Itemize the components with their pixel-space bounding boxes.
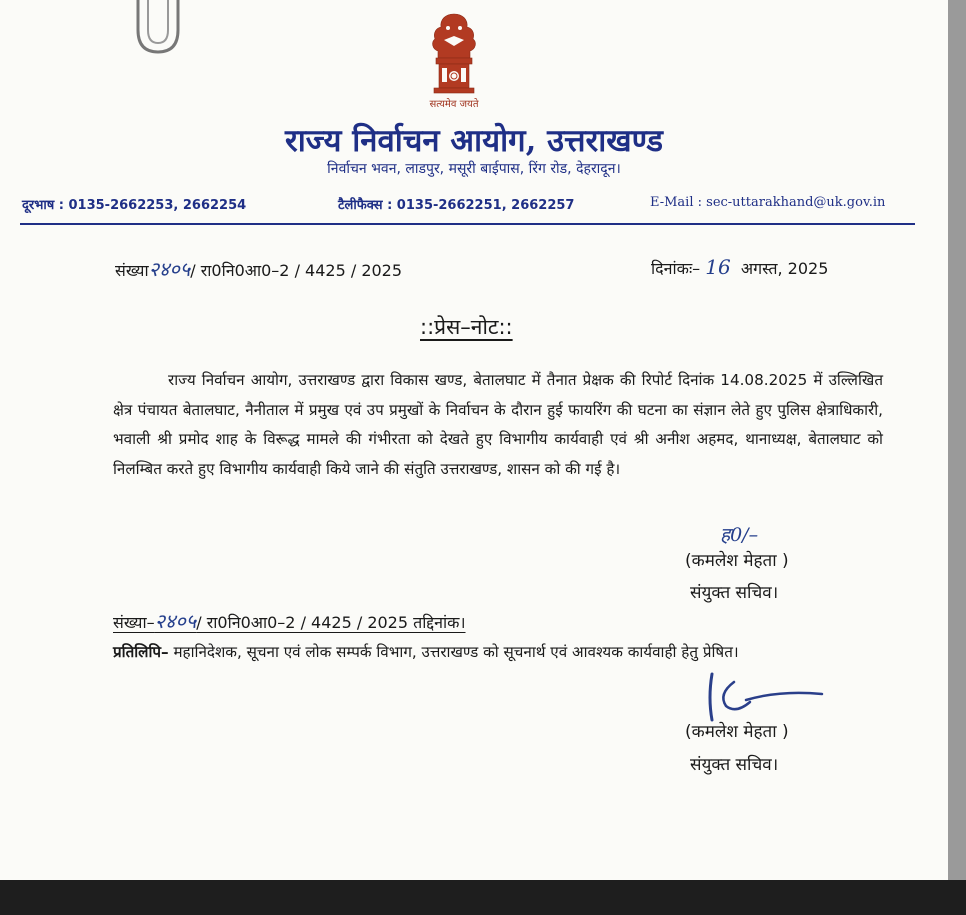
email-address: E-Mail : sec-uttarakhand@uk.gov.in: [650, 195, 886, 210]
body-paragraph: राज्य निर्वाचन आयोग, उत्तराखण्ड द्वारा विकास खण्ड, बेतालघाट में तैनात प्रेक्षक की रिपोर्ट दिनांक 14.08.2025 में उल्लिखित क्षेत्र पंचायत बेतालघाट, नैनीताल में प्रमुख एवं उप प्रमुखों के निर्वाचन के दौरान हुई फायरिंग की घटना का संज्ञान लेते हुए पुलिस क्षेत्राधिकारी, भवाली श्री प्रमोद शाह के विरूद्ध मामले की गंभीरता को देखते हुए विभागीय कार्यवाही एवं श्री अनीश अहमद, थानाध्यक्ष, बेतालघाट को निलम्बित करते हुए विभागीय कार्यवाही किये जाने की संतुति उत्तराखण्ड, शासन को की गई है।: [113, 371, 883, 478]
document-date: [651, 255, 828, 279]
date-handwritten-day: 16: [705, 255, 731, 279]
reference-number: [115, 255, 402, 282]
copy-ref-rest: / रा0नि0आ0–2 / 4425 / 2025 तद्दिनांक।: [196, 613, 466, 632]
copy-distribution-text: [113, 638, 883, 667]
date-month-year: अगस्त, 2025: [740, 259, 829, 278]
organization-address: निर्वाचन भवन, लाडपुर, मसूरी बाईपास, रिंग रोड, देहरादून।: [327, 161, 621, 177]
copy-ref-handwritten-number: २४०५: [154, 609, 197, 633]
emblem-motto: सत्यमेव जयते: [429, 99, 479, 110]
signed-mark: ह0/–: [720, 524, 759, 546]
fax-number: टैलीफैक्स : 0135-2662251, 2662257: [338, 198, 575, 213]
national-emblem-icon: [414, 10, 494, 110]
signatory-designation: संयुक्त सचिव।: [690, 583, 779, 603]
phone-number: दूरभाष : 0135-2662253, 2662254: [22, 198, 247, 213]
press-note-heading: ::प्रेस–नोट::: [420, 315, 513, 339]
copy-ref-prefix: संख्या–: [113, 613, 155, 632]
signatory-designation-2: संयुक्त सचिव।: [690, 755, 779, 775]
copy-label: प्रतिलिपि–: [113, 643, 169, 661]
copy-recipient-text: महानिदेशक, सूचना एवं लोक सम्पर्क विभाग, उत्तराखण्ड को सूचनार्थ एवं आवश्यक कार्यवाही हेतु प्रेषित।: [168, 643, 739, 661]
signatory-name: (कमलेश मेहता ): [685, 551, 789, 571]
header-divider: [20, 223, 915, 225]
reference-handwritten-number: २४०५: [148, 257, 191, 281]
organization-title: राज्य निर्वाचन आयोग, उत्तराखण्ड: [285, 123, 663, 159]
scan-edge: [948, 0, 966, 880]
paper-clip-icon: [128, 0, 188, 60]
signatory-name-2: (कमलेश मेहता ): [685, 722, 789, 742]
reference-code: / रा0नि0आ0–2 / 4425 / 2025: [190, 261, 403, 280]
copy-reference-number: [113, 607, 466, 634]
reference-prefix: संख्या: [115, 261, 149, 280]
date-prefix: दिनांकः–: [651, 259, 701, 278]
